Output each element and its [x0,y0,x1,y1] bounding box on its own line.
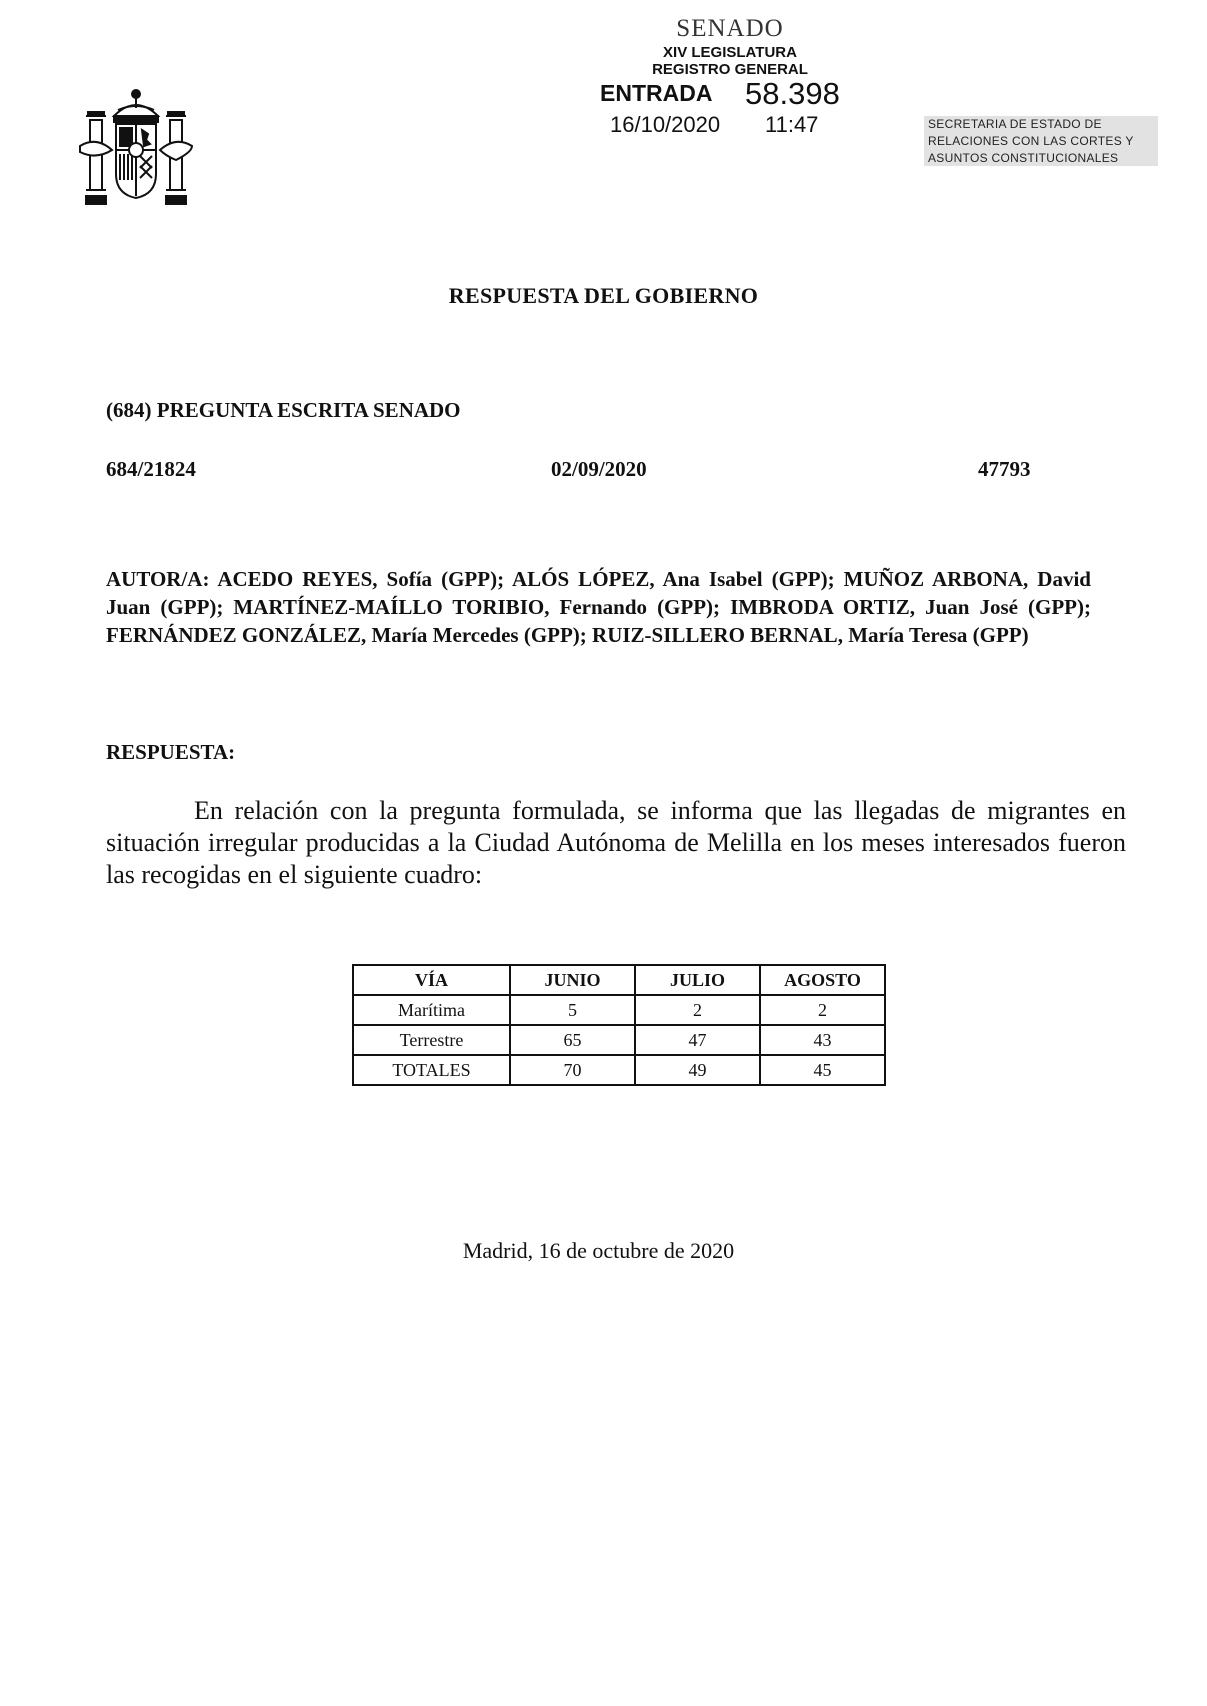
table-cell: 45 [760,1055,885,1085]
question-heading: (684) PREGUNTA ESCRITA SENADO [106,398,461,422]
stamp-date: 16/10/2020 [610,112,721,137]
question-ref: 684/21824 [106,457,196,481]
table-header: JUNIO [510,965,635,995]
table-header: JULIO [635,965,760,995]
table-row [353,1055,885,1085]
coat-of-arms-icon [76,86,196,208]
secretaria-box [924,116,1158,166]
table-row [353,995,885,1025]
table-header: VÍA [353,965,510,995]
closing-place-date: Madrid, 16 de octubre de 2020 [462,1238,735,1263]
table-cell: 65 [510,1025,635,1055]
table-cell: Terrestre [353,1025,510,1055]
table-row [353,1025,885,1055]
stamp-registro: REGISTRO GENERAL [652,61,808,78]
question-id: 47793 [978,457,1031,481]
registry-stamp [580,14,880,78]
migrants-table [352,964,886,1086]
secretaria-line: SECRETARIA DE ESTADO DE [928,117,1102,131]
document-title: RESPUESTA DEL GOBIERNO [448,283,759,308]
stamp-entrada-label: ENTRADA [600,80,713,106]
stamp-time: 11:47 [765,112,819,137]
table-cell: 47 [635,1025,760,1055]
question-date: 02/09/2020 [551,457,647,481]
table-cell: 43 [760,1025,885,1055]
secretaria-line: RELACIONES CON LAS CORTES Y [928,134,1134,148]
stamp-entrada-number: 58.398 [745,76,840,111]
stamp-legislatura: XIV LEGISLATURA [663,44,797,61]
table-cell: TOTALES [353,1055,510,1085]
table-cell: 5 [510,995,635,1025]
stamp-senado: SENADO [676,15,784,42]
table-cell: 49 [635,1055,760,1085]
table-header: AGOSTO [760,965,885,995]
table-header-row [353,965,885,995]
respuesta-label: RESPUESTA: [106,740,236,764]
response-body: En relación con la pregunta formulada, se informa que las llegadas de migrantes en situación irregular producidas a la Ciudad Autónoma de Melilla en los meses interesados fueron las recogidas en el siguiente cuadro: [106,796,1126,889]
table-cell: 2 [760,995,885,1025]
author-list: AUTOR/A: ACEDO REYES, Sofía (GPP); ALÓS LÓPEZ, Ana Isabel (GPP); MUÑOZ ARBONA, David Juan (GPP); MARTÍNEZ-MAÍLLO TORIBIO, Fernando (GPP); IMBRODA ORTIZ, Juan José (GPP); FERNÁNDEZ GONZÁLEZ, María Mercedes (GPP); RUIZ-SILLERO BERNAL, María Teresa (GPP) [106,567,1091,647]
secretaria-line: ASUNTOS CONSTITUCIONALES [928,151,1119,165]
table-cell: 2 [635,995,760,1025]
table-cell: Marítima [353,995,510,1025]
table-cell: 70 [510,1055,635,1085]
